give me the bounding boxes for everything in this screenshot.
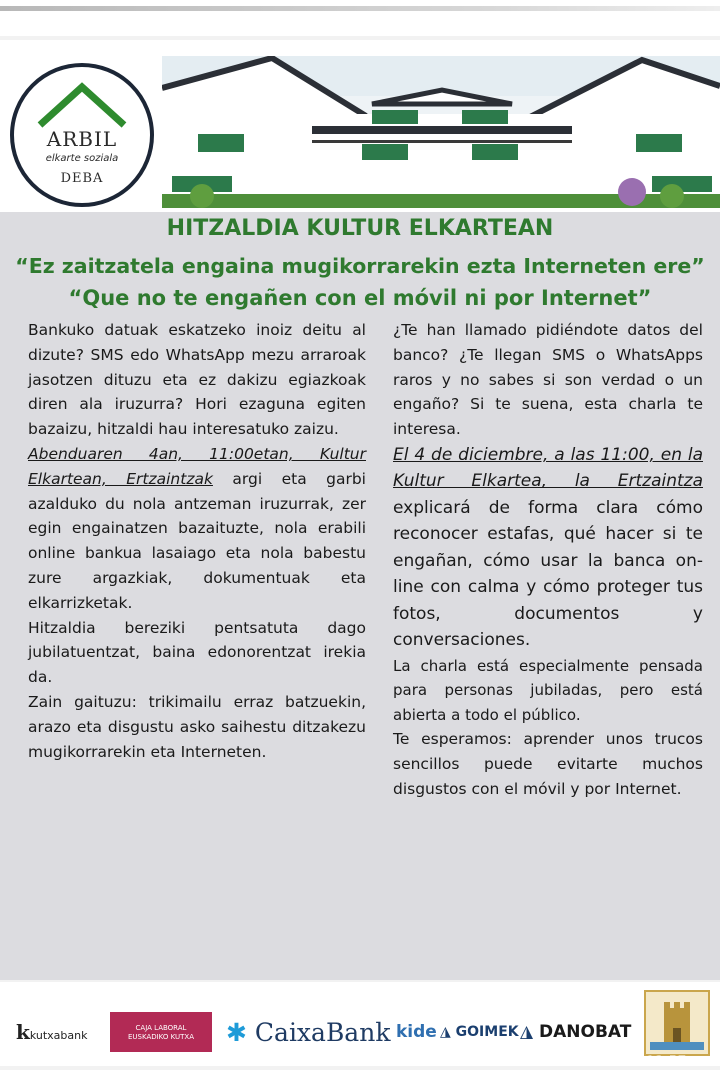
caixabank-logo (226, 1018, 390, 1047)
sponsor-footer (0, 982, 720, 1066)
status-time: 13:57 (646, 1054, 687, 1070)
logo-name: ARBIL (46, 127, 118, 151)
main-title: HITZALDIA KULTUR ELKARTEAN (166, 216, 554, 241)
star-icon: ✱ (226, 1018, 247, 1047)
deba-coat-of-arms (644, 990, 710, 1056)
basque-subtitle: “Ez zaitzatela engaina mugikorrarekin ezta Interneten ere” (15, 254, 705, 278)
spanish-date: El 4 de diciembre, a las 11:00, en la Kultur Elkartea, la Ertzaintza (393, 444, 703, 492)
kide-logo: kide (396, 1022, 437, 1042)
kutxabank-logo: kkutxabank (16, 1020, 88, 1044)
caja-laboral-logo (110, 1012, 212, 1052)
building-photo (162, 56, 720, 208)
basque-paragraph-3: Hitzaldia bereziki pentsatuta dago jubilatuentzat, baina edonorentzat irekia da. (28, 618, 366, 687)
spanish-column (393, 318, 703, 802)
caixabank-text: CaixaBank (254, 1018, 391, 1047)
top-divider (0, 6, 720, 11)
kutxabank-text: kutxabank (29, 1029, 88, 1042)
spanish-paragraph-2 (393, 442, 703, 654)
basque-paragraph-1: Bankuko datuak eskatzeko inoiz deitu al dizute? SMS edo WhatsApp mezu arraroak jasotzen dituzu eta ez dakizu egiazkoak diren ala iruzurra? Hori ezaguna egiten bazaizu, hitzaldi hau interesatuko zaizu. (28, 321, 366, 439)
triangle-icon: ◮ (440, 1024, 451, 1040)
top-strip (0, 0, 720, 36)
basque-paragraph-2 (28, 442, 366, 616)
danobat-text: DANOBAT (539, 1022, 632, 1042)
spanish-paragraph-1: ¿Te han llamado pidiéndote datos del banco? ¿Te llegan SMS o WhatsApps raros y no sabes si son verdad o un engaño? Si te suena, esta charla te interesa. (393, 321, 703, 439)
spanish-paragraph-3: La charla está especialmente pensada para personas jubiladas, pero está abierta a todo el público. (393, 656, 703, 724)
goimek-logo (440, 1024, 519, 1040)
caja-laboral-line-2: EUSKADIKO KUTXA (127, 1033, 195, 1041)
logo-town: DEBA (60, 171, 104, 186)
arbil-logo (10, 63, 154, 207)
basque-paragraph-4: Zain gaituzu: trikimailu erraz batzuekin, arazo eta disgustu asko saihestu ditzakezu mugikorrarekin eta Interneten. (28, 692, 366, 761)
triangle-icon: ◮ (520, 1022, 534, 1042)
basque-column (28, 318, 366, 764)
spanish-subtitle: “Que no te engañen con el móvil ni por Internet” (68, 286, 652, 310)
poster-header (0, 40, 720, 212)
basque-date: Abenduaren 4an, 11:00etan, Kultur Elkartean, Ertzaintzak (28, 444, 366, 488)
logo-subtitle: elkarte soziala (45, 153, 119, 164)
caja-laboral-line-1: CAJA LABORAL (135, 1024, 187, 1032)
castle-icon (646, 992, 708, 1054)
danobat-logo (520, 1022, 631, 1042)
spanish-paragraph-4: Te esperamos: aprender unos trucos sencillos puede evitarte muchos disgustos con el móvil y por Internet. (393, 730, 703, 799)
spanish-paragraph-2-body: explicará de forma clara cómo reconocer estafas, qué hacer si te engañan, cómo usar la banca on-line con calma y cómo proteger tus fotos, documentos y conversaciones. (393, 497, 703, 651)
goimek-text: GOIMEK (455, 1024, 519, 1040)
basque-paragraph-2-body: argi eta garbi azalduko du nola antzeman iruzurrak, zer egin engainatzen bazaituzte, nola erabili online bankua lasaiago eta nola babestu zure argazkiak, dokumentuak eta elkarrizketak. (28, 469, 366, 612)
